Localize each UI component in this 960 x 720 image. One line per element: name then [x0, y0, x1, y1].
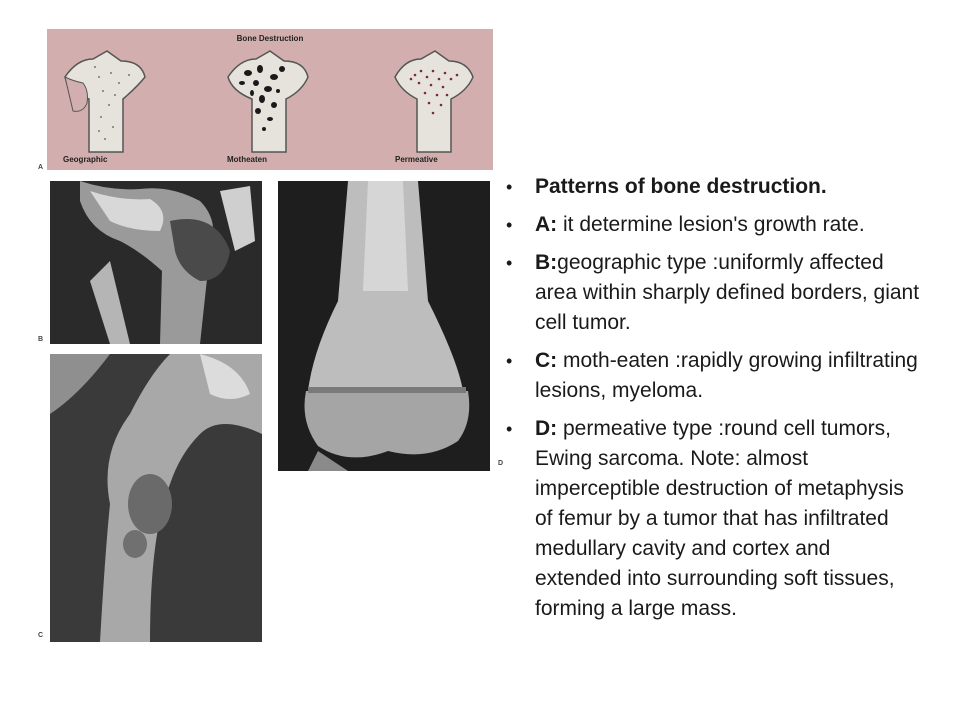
figure-letter-b: B — [38, 336, 44, 343]
xray-femur — [50, 354, 262, 642]
bullet-lead: C: — [535, 349, 558, 372]
bullet-text: it determine lesion's growth rate. — [557, 213, 865, 236]
xray-knee-image — [278, 181, 490, 471]
bullet-item — [506, 210, 922, 240]
bullet-lead: Patterns of bone destruction. — [535, 175, 827, 198]
bullet-icon: • — [506, 215, 513, 235]
bullet-icon: • — [506, 351, 513, 371]
bullet-icon: • — [506, 177, 513, 197]
label-geographic: Geographic — [63, 155, 108, 164]
xray-wrist-image — [50, 181, 262, 344]
bullet-lead: D: — [535, 417, 558, 440]
xray-femur-image — [50, 354, 262, 642]
label-permeative: Permeative — [395, 155, 438, 164]
figure-letter-a: A — [38, 164, 44, 171]
bullet-item — [506, 346, 922, 406]
motheaten-bone — [228, 51, 308, 152]
bullet-item — [506, 172, 922, 202]
figure-letter-d: D — [498, 460, 504, 467]
bullet-item — [506, 414, 922, 624]
bullet-icon: • — [506, 253, 513, 273]
bone-illustrations — [47, 29, 493, 170]
xray-wrist — [50, 181, 262, 344]
bullet-list — [506, 172, 922, 632]
figure-letter-c: C — [38, 632, 44, 639]
permeative-bone — [395, 51, 473, 152]
bullet-text: moth-eaten :rapidly growing infiltrating lesions, myeloma. — [535, 349, 918, 402]
bullet-lead: A: — [535, 213, 558, 236]
bullet-text: permeative type :round cell tumors, Ewing sarcoma. Note: almost imperceptible destruction of metaphysis of femur by a tumor that has infiltrated medullary cavity and cortex and extended into surrounding soft tissues, forming a large mass. — [535, 417, 904, 620]
label-motheaten: Motheaten — [227, 155, 267, 164]
geographic-bone — [65, 51, 145, 152]
bullet-icon: • — [506, 419, 513, 439]
xray-knee — [278, 181, 490, 471]
bone-destruction-diagram — [47, 29, 493, 170]
bullet-text: geographic type :uniformly affected area within sharply defined borders, giant cell tumor. — [535, 251, 920, 334]
diagram-title: Bone Destruction — [236, 34, 304, 43]
bullet-lead: B: — [535, 251, 558, 274]
bullet-item — [506, 248, 922, 338]
